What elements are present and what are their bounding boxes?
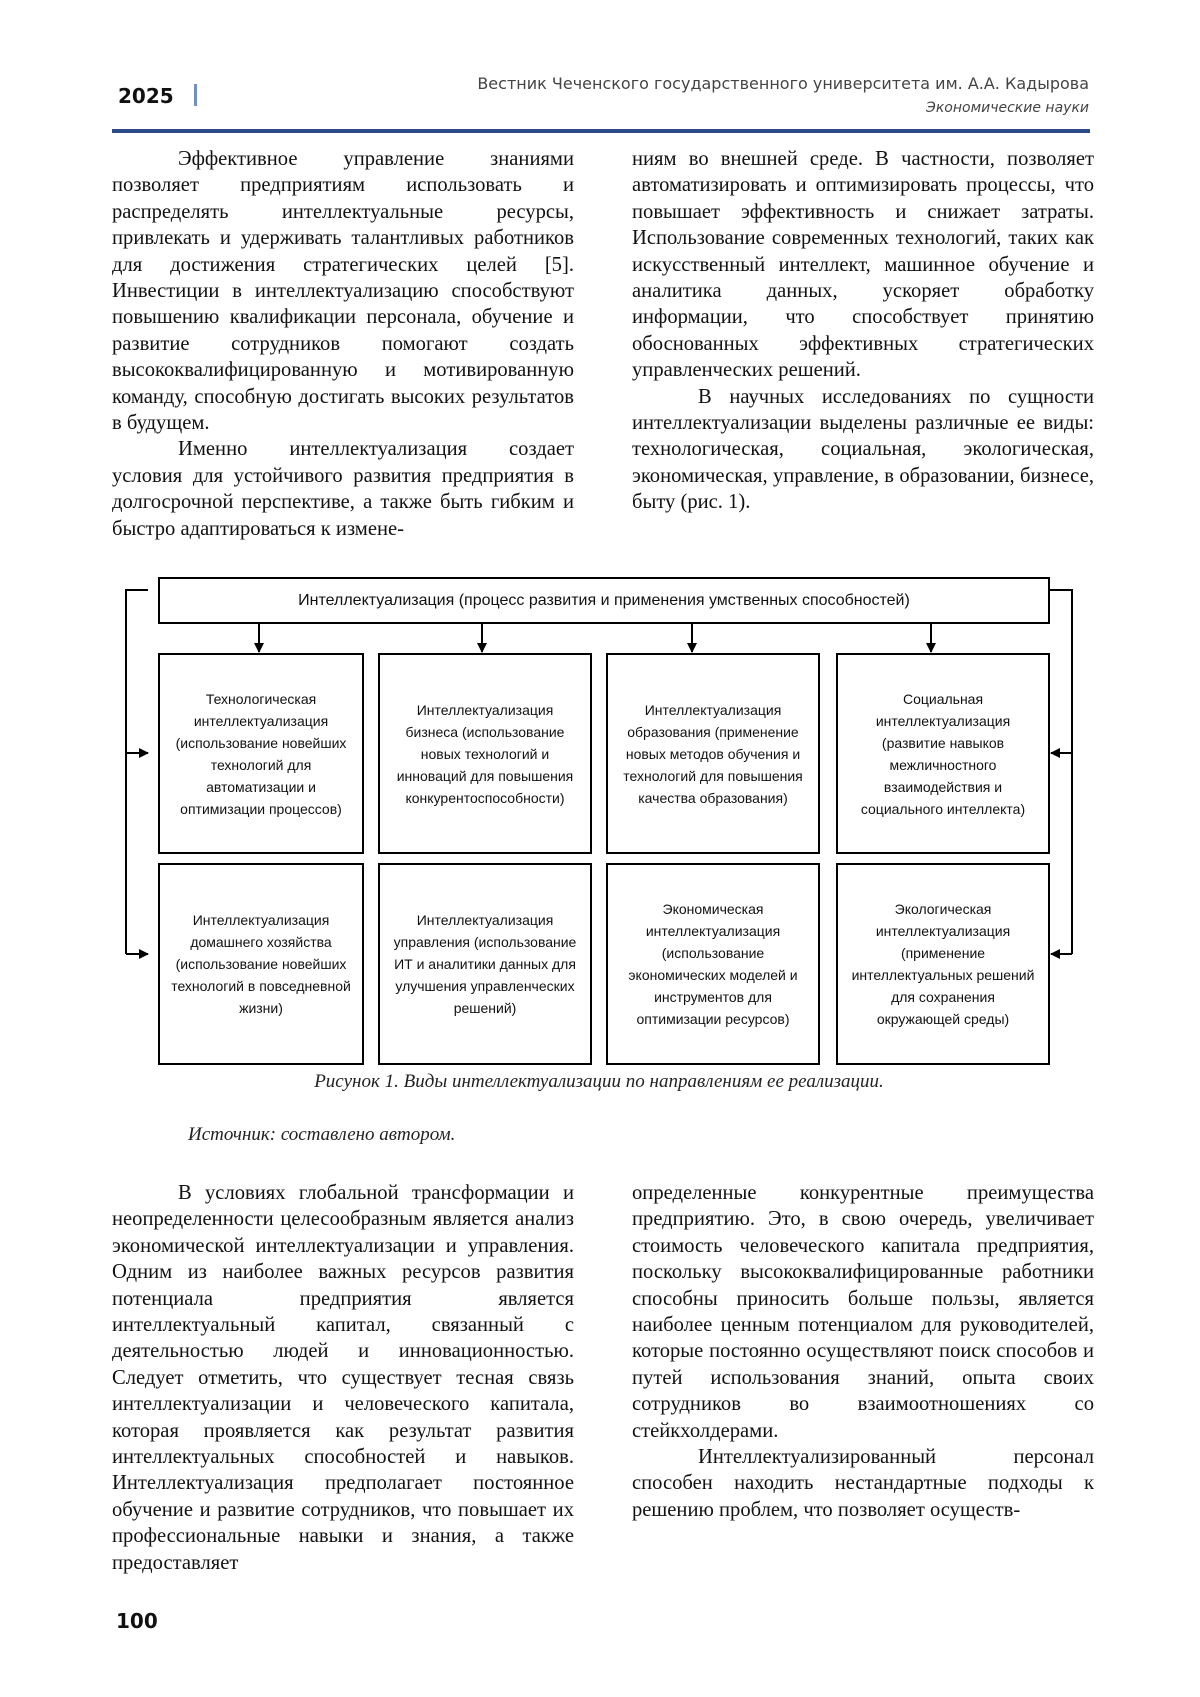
diagram-box-household: Интеллектуализация домашнего хозяйства (использование новейших технологий в повседневной жизни) <box>158 863 364 1065</box>
paragraph: ниям во внешней среде. В частности, позволяет автоматизировать и оптимизировать процессы, что повышает эффективность и снижает затраты. Использование современных технологий, таких как искусственный интеллект, машинное обучение и аналитика данных, ускоряет обработку информации, что способствует принятию обоснованных эффективных стратегических управленческих решений. <box>632 148 1094 382</box>
figure-diagram <box>118 577 1080 1071</box>
diagram-box-technological: Технологическая интеллектуализация (использование новейших технологий для автоматизации и оптимизации процессов) <box>158 653 364 854</box>
figure-caption: Рисунок 1. Виды интеллектуализации по направлениям ее реализации. <box>314 1071 884 1092</box>
bottom-left-column <box>112 1180 574 1576</box>
diagram-box-economic: Экономическая интеллектуализация (использование экономических моделей и инструментов для оптимизации ресурсов) <box>606 863 820 1065</box>
paragraph: В условиях глобальной трансформации и неопределенности целесообразным является анализ экономической интеллектуализации и управления. Одним из наиболее важных ресурсов развития потенциала предприятия является интеллектуальный капитал, связанный с деятельностью людей и инновационностью. Следует отметить, что существует тесная связь интеллектуализации и человеческого капитала, которая проявляется как результат развития интеллектуальных способностей и навыков. Интеллектуализация предполагает постоянное обучение и развитие сотрудников, что повышает их профессиональные навыки и знания, а также предоставляет <box>112 1182 574 1574</box>
diagram-title-box: Интеллектуализация (процесс развития и применения умственных способностей) <box>158 577 1050 624</box>
diagram-box-management: Интеллектуализация управления (использование ИТ и аналитики данных для улучшения управленческих решений) <box>378 863 592 1065</box>
paragraph: Эффективное управление знаниями позволяет предприятиям использовать и распределять интеллектуальные ресурсы, привлекать и удерживать талантливых работников для достижения стратегических целей [5]. Инвестиции в интеллектуализацию способствуют повышению квалификации персонала, обучение и развитие сотрудников помогают создать высококвалифицированную и мотивированную команду, способную достигать высоких результатов в будущем. <box>112 148 574 435</box>
paragraph: определенные конкурентные преимущества предприятию. Это, в свою очередь, увеличивает стоимость человеческого капитала предприятия, поскольку высококвалифицированные работники способны приносить больше пользы, является наиболее ценным потенциалом для руководителей, которые постоянно осуществляют поиск способов и путей использования знаний, опыта своих сотрудников во взаимоотношениях со стейкхолдерами. <box>632 1182 1094 1442</box>
diagram-box-business: Интеллектуализация бизнеса (использование новых технологий и инноваций для повышения конкурентоспособности) <box>378 653 592 854</box>
paragraph: Интеллектуализированный персонал способен находить нестандартные подходы к решению проблем, что позволяет осуществ- <box>632 1446 1094 1521</box>
bottom-right-column <box>632 1180 1094 1523</box>
header-rule <box>112 129 1090 133</box>
journal-title: Вестник Чеченского государственного университета им. А.А. Кадырова <box>477 74 1089 93</box>
top-right-column <box>632 146 1094 516</box>
header-year: 2025 <box>118 84 174 108</box>
left-connector <box>126 590 148 954</box>
journal-section: Экономические науки <box>926 100 1089 116</box>
paragraph: Именно интеллектуализация создает условия для устойчивого развития предприятия в долгосрочной перспективе, а также быть гибким и быстро адаптироваться к измене- <box>112 438 574 540</box>
paragraph: В научных исследованиях по сущности интеллектуализации выделены различные ее виды: технологическая, социальная, экологическая, экономическая, управление, в образовании, бизнесе, быту (рис. 1). <box>632 385 1094 514</box>
header-divider <box>194 84 197 106</box>
page-number: 100 <box>116 1609 158 1633</box>
diagram-box-ecological: Экологическая интеллектуализация (применение интеллектуальных решений для сохранения окружающей среды) <box>836 863 1050 1065</box>
top-left-column <box>112 146 574 542</box>
diagram-box-social: Социальная интеллектуализация (развитие навыков межличностного взаимодействия и социального интеллекта) <box>836 653 1050 854</box>
diagram-box-education: Интеллектуализация образования (применение новых методов обучения и технологий для повышения качества образования) <box>606 653 820 854</box>
right-connector <box>1050 590 1072 954</box>
figure-source: Источник: составлено автором. <box>188 1124 456 1145</box>
